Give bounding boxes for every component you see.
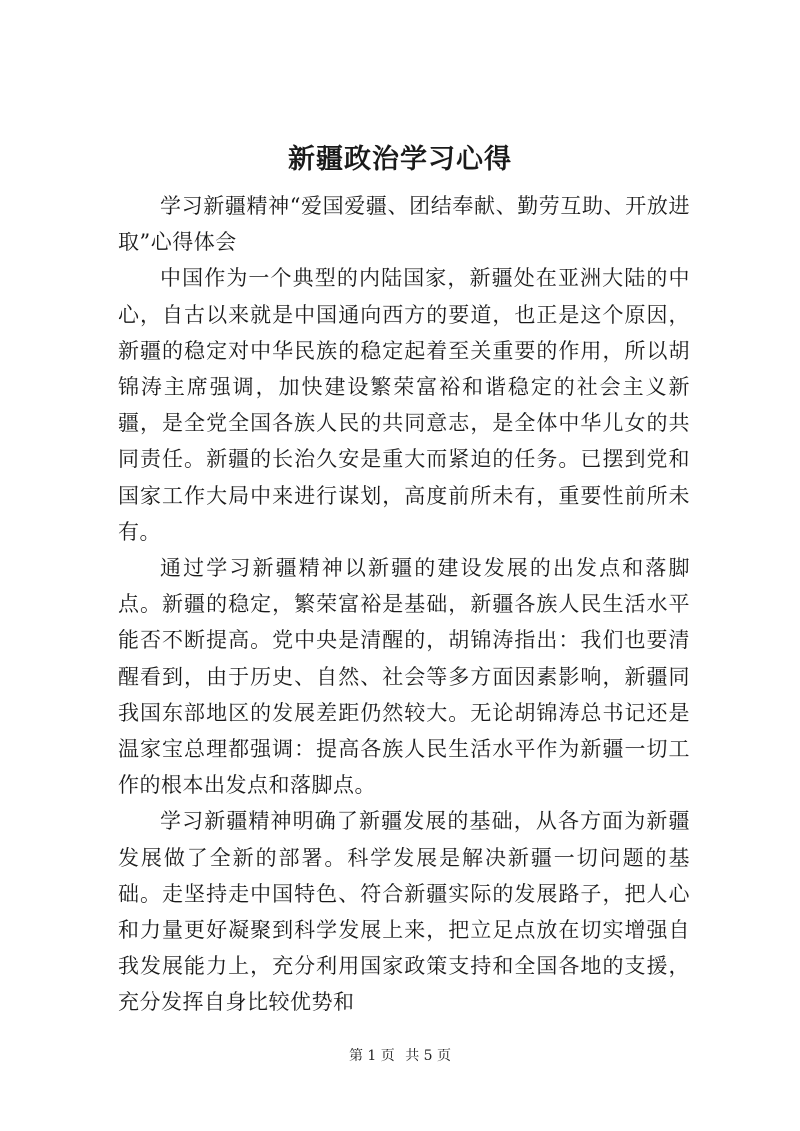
paragraph-3: 通过学习新疆精神以新疆的建设发展的出发点和落脚点。新疆的稳定，繁荣富裕是基础，新疆各族人民生活水平能否不断提高。党中央是清醒的，胡锦涛指出：我们也要清醒看到，由于历史、自然、社会等多方面因素影响，新疆同我国东部地区的发展差距仍然较大。无论胡锦涛总书记还是温家宝总理都强调：提高各族人民生活水平作为新疆一切工作的根本出发点和落脚点。 [118, 556, 690, 798]
page-footer [0, 1046, 800, 1066]
paragraph-4: 学习新疆精神明确了新疆发展的基础，从各方面为新疆发展做了全新的部署。科学发展是解决新疆一切问题的基础。走坚持走中国特色、符合新疆实际的发展路子，把人心和力量更好凝聚到科学发展上来，把立足点放在切实增强自我发展能力上，充分利用国家政策支持和全国各地的支援，充分发挥自身比较优势和 [118, 809, 690, 1015]
page-total: 共 5 页 [405, 1048, 452, 1064]
page-number: 第 1 页 [348, 1048, 395, 1064]
paragraph-1: 学习新疆精神“爱国爱疆、团结奉献、勤劳互助、开放进取”心得体会 [118, 194, 690, 255]
document-title: 新疆政治学习心得 [288, 144, 512, 175]
paragraph-2: 中国作为一个典型的内陆国家，新疆处在亚洲大陆的中心，自古以来就是中国通向西方的要道，也正是这个原因，新疆的稳定对中华民族的稳定起着至关重要的作用，所以胡锦涛主席强调，加快建设繁荣富裕和谐稳定的社会主义新疆，是全党全国各族人民的共同意志，是全体中华儿女的共同责任。新疆的长治久安是重大而紧迫的任务。已摆到党和国家工作大局中来进行谋划，高度前所未有，重要性前所未有。 [118, 266, 690, 544]
document-body [118, 188, 690, 1021]
